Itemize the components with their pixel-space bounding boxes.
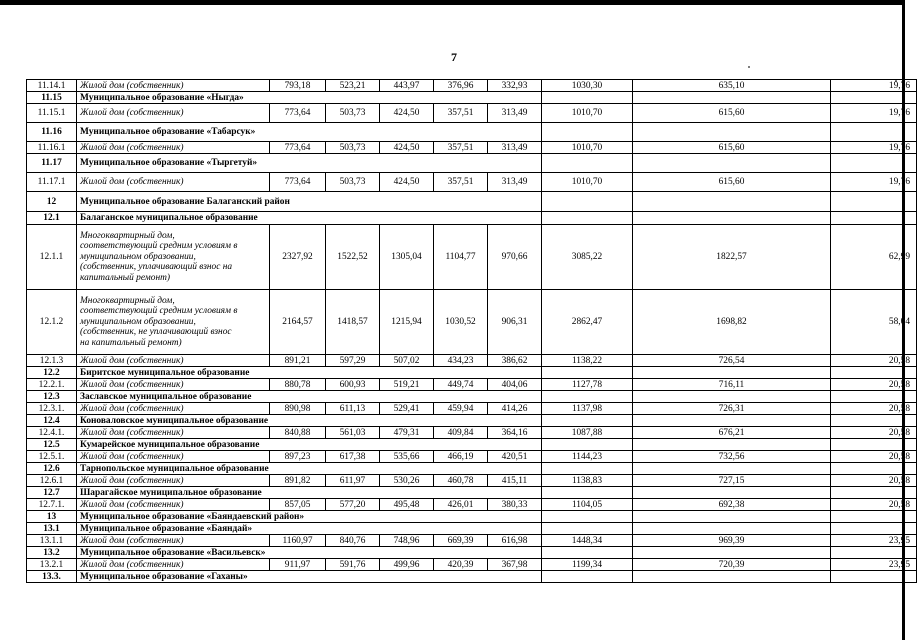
value-cell: 716,11 [633, 379, 831, 391]
table-row [27, 535, 917, 547]
empty-cell [633, 415, 831, 427]
empty-cell [542, 154, 633, 173]
empty-cell [542, 415, 633, 427]
value-cell: 906,31 [488, 290, 542, 355]
empty-cell [831, 511, 917, 523]
empty-cell [831, 547, 917, 559]
value-cell: 615,60 [633, 142, 831, 154]
value-cell: 2164,57 [270, 290, 326, 355]
empty-cell [542, 367, 633, 379]
empty-cell [831, 415, 917, 427]
value-cell: 720,39 [633, 559, 831, 571]
value-cell: 420,51 [488, 451, 542, 463]
value-cell: 20,58 [831, 475, 917, 487]
row-code: 13.1.1 [27, 535, 77, 547]
table-row [27, 475, 917, 487]
value-cell: 1138,22 [542, 355, 633, 367]
section-title: Биритское муниципальное образование [77, 367, 542, 379]
section-row [27, 463, 917, 475]
value-cell: 727,15 [633, 475, 831, 487]
value-cell: 2862,47 [542, 290, 633, 355]
section-title: Шарагайское муниципальное образование [77, 487, 542, 499]
value-cell: 424,50 [380, 142, 434, 154]
value-cell: 357,51 [434, 173, 488, 192]
value-cell: 424,50 [380, 173, 434, 192]
empty-cell [831, 92, 917, 104]
empty-cell [633, 463, 831, 475]
row-name-line: (собственник, уплачивающий взнос на [80, 262, 233, 273]
value-cell: 840,88 [270, 427, 326, 439]
value-cell: 434,23 [434, 355, 488, 367]
value-cell: 20,58 [831, 403, 917, 415]
row-name-line: на капитальный ремонт) [80, 337, 182, 348]
empty-cell [542, 511, 633, 523]
value-cell: 1698,82 [633, 290, 831, 355]
table-row [27, 379, 917, 391]
value-cell: 1030,52 [434, 290, 488, 355]
row-name: Жилой дом (собственник) [77, 104, 270, 123]
row-name: Жилой дом (собственник) [77, 535, 270, 547]
value-cell: 890,98 [270, 403, 326, 415]
value-cell: 409,84 [434, 427, 488, 439]
row-code: 12.3 [27, 391, 77, 403]
value-cell: 970,66 [488, 225, 542, 290]
table-row [27, 142, 917, 154]
scan-speck [748, 66, 750, 68]
value-cell: 495,48 [380, 499, 434, 511]
row-code: 12.1.3 [27, 355, 77, 367]
row-code: 12.5 [27, 439, 77, 451]
row-code: 12.1.1 [27, 225, 77, 290]
value-cell: 611,13 [326, 403, 380, 415]
tariff-table-body [27, 80, 917, 583]
row-name [77, 290, 270, 355]
empty-cell [542, 571, 633, 583]
value-cell: 420,39 [434, 559, 488, 571]
section-title: Муниципальное образование «Табарсук» [77, 123, 542, 142]
section-title: Кумарейское муниципальное образование [77, 439, 542, 451]
empty-cell [542, 439, 633, 451]
value-cell: 1030,30 [542, 80, 633, 92]
row-code: 12.6 [27, 463, 77, 475]
value-cell: 692,38 [633, 499, 831, 511]
row-code: 11.14.1 [27, 80, 77, 92]
row-code: 11.16 [27, 123, 77, 142]
value-cell: 529,41 [380, 403, 434, 415]
value-cell: 19,76 [831, 80, 917, 92]
row-name-line: Многоквартирный дом, [80, 230, 175, 241]
value-cell: 1822,57 [633, 225, 831, 290]
value-cell: 364,16 [488, 427, 542, 439]
value-cell: 459,94 [434, 403, 488, 415]
row-code: 11.15 [27, 92, 77, 104]
empty-cell [831, 192, 917, 212]
row-code: 12.2.1. [27, 379, 77, 391]
value-cell: 1199,34 [542, 559, 633, 571]
empty-cell [542, 212, 633, 225]
value-cell: 357,51 [434, 142, 488, 154]
value-cell: 1305,04 [380, 225, 434, 290]
empty-cell [831, 439, 917, 451]
section-row [27, 487, 917, 499]
row-code: 13.2 [27, 547, 77, 559]
value-cell: 3085,22 [542, 225, 633, 290]
scan-top-edge [0, 0, 905, 5]
section-title: Заславское муниципальное образование [77, 391, 542, 403]
row-code: 12.7.1. [27, 499, 77, 511]
value-cell: 891,21 [270, 355, 326, 367]
empty-cell [831, 571, 917, 583]
value-cell: 561,03 [326, 427, 380, 439]
empty-cell [542, 123, 633, 142]
value-cell: 535,66 [380, 451, 434, 463]
value-cell: 597,29 [326, 355, 380, 367]
empty-cell [633, 123, 831, 142]
row-code: 12.4 [27, 415, 77, 427]
row-name: Жилой дом (собственник) [77, 379, 270, 391]
row-name: Жилой дом (собственник) [77, 499, 270, 511]
empty-cell [633, 391, 831, 403]
row-code: 13.2.1 [27, 559, 77, 571]
value-cell: 1215,94 [380, 290, 434, 355]
row-code: 11.17 [27, 154, 77, 173]
value-cell: 313,49 [488, 104, 542, 123]
value-cell: 466,19 [434, 451, 488, 463]
value-cell: 20,58 [831, 427, 917, 439]
row-code: 12.2 [27, 367, 77, 379]
section-row [27, 547, 917, 559]
value-cell: 577,20 [326, 499, 380, 511]
row-name-line: соответствующий средним условиям в [80, 241, 238, 252]
row-name: Жилой дом (собственник) [77, 451, 270, 463]
value-cell: 386,62 [488, 355, 542, 367]
value-cell: 1138,83 [542, 475, 633, 487]
value-cell: 726,54 [633, 355, 831, 367]
value-cell: 616,98 [488, 535, 542, 547]
empty-cell [633, 547, 831, 559]
value-cell: 1104,05 [542, 499, 633, 511]
table-row [27, 173, 917, 192]
row-code: 11.16.1 [27, 142, 77, 154]
empty-cell [633, 154, 831, 173]
value-cell: 611,97 [326, 475, 380, 487]
section-row [27, 212, 917, 225]
value-cell: 23,95 [831, 535, 917, 547]
section-title: Балаганское муниципальное образование [77, 212, 542, 225]
value-cell: 20,58 [831, 451, 917, 463]
value-cell: 1522,52 [326, 225, 380, 290]
value-cell: 424,50 [380, 104, 434, 123]
row-name-line: (собственник, не уплачивающий взнос [80, 327, 232, 338]
empty-cell [542, 463, 633, 475]
value-cell: 19,76 [831, 173, 917, 192]
row-name-line: соответствующий средним условиям в [80, 306, 238, 317]
empty-cell [542, 547, 633, 559]
empty-cell [542, 523, 633, 535]
value-cell: 530,26 [380, 475, 434, 487]
value-cell: 840,76 [326, 535, 380, 547]
row-code: 12.1 [27, 212, 77, 225]
empty-cell [633, 212, 831, 225]
empty-cell [831, 463, 917, 475]
empty-cell [633, 523, 831, 535]
value-cell: 617,38 [326, 451, 380, 463]
value-cell: 479,31 [380, 427, 434, 439]
empty-cell [831, 391, 917, 403]
section-title: Коноваловское муниципальное образование [77, 415, 542, 427]
row-name [77, 225, 270, 290]
value-cell: 499,96 [380, 559, 434, 571]
value-cell: 600,93 [326, 379, 380, 391]
value-cell: 2327,92 [270, 225, 326, 290]
section-row [27, 415, 917, 427]
value-cell: 19,76 [831, 142, 917, 154]
value-cell: 880,78 [270, 379, 326, 391]
row-code: 13.3. [27, 571, 77, 583]
value-cell: 503,73 [326, 173, 380, 192]
section-row [27, 511, 917, 523]
row-code: 13 [27, 511, 77, 523]
section-row [27, 439, 917, 451]
value-cell: 426,01 [434, 499, 488, 511]
value-cell: 1137,98 [542, 403, 633, 415]
section-row [27, 391, 917, 403]
value-cell: 793,18 [270, 80, 326, 92]
row-code: 11.17.1 [27, 173, 77, 192]
row-name-line: муниципальном образовании, [80, 316, 196, 327]
value-cell: 911,97 [270, 559, 326, 571]
value-cell: 676,21 [633, 427, 831, 439]
section-title: Муниципальное образование Балаганский район [77, 192, 542, 212]
value-cell: 669,39 [434, 535, 488, 547]
value-cell: 523,21 [326, 80, 380, 92]
value-cell: 20,58 [831, 499, 917, 511]
empty-cell [633, 511, 831, 523]
value-cell: 635,10 [633, 80, 831, 92]
table-row [27, 355, 917, 367]
empty-cell [542, 192, 633, 212]
table-row [27, 290, 917, 355]
value-cell: 460,78 [434, 475, 488, 487]
value-cell: 367,98 [488, 559, 542, 571]
value-cell: 773,64 [270, 142, 326, 154]
empty-cell [633, 439, 831, 451]
value-cell: 380,33 [488, 499, 542, 511]
row-name: Жилой дом (собственник) [77, 559, 270, 571]
section-row [27, 192, 917, 212]
row-code: 12.1.2 [27, 290, 77, 355]
row-name: Жилой дом (собственник) [77, 173, 270, 192]
value-cell: 732,56 [633, 451, 831, 463]
empty-cell [542, 92, 633, 104]
value-cell: 519,21 [380, 379, 434, 391]
value-cell: 507,02 [380, 355, 434, 367]
value-cell: 357,51 [434, 104, 488, 123]
empty-cell [831, 367, 917, 379]
value-cell: 1448,34 [542, 535, 633, 547]
row-code: 13.1 [27, 523, 77, 535]
tariff-table [26, 79, 917, 583]
empty-cell [831, 154, 917, 173]
table-row [27, 559, 917, 571]
empty-cell [542, 487, 633, 499]
value-cell: 773,64 [270, 173, 326, 192]
empty-cell [633, 487, 831, 499]
row-name-line: капитальный ремонт) [80, 272, 171, 283]
row-name: Жилой дом (собственник) [77, 355, 270, 367]
row-name: Жилой дом (собственник) [77, 475, 270, 487]
value-cell: 20,58 [831, 355, 917, 367]
value-cell: 332,93 [488, 80, 542, 92]
value-cell: 503,73 [326, 142, 380, 154]
table-row [27, 403, 917, 415]
value-cell: 891,82 [270, 475, 326, 487]
table-row [27, 104, 917, 123]
value-cell: 857,05 [270, 499, 326, 511]
section-title: Муниципальное образование «Баяндаевский район» [77, 511, 542, 523]
section-title: Муниципальное образование «Васильевск» [77, 547, 542, 559]
value-cell: 591,76 [326, 559, 380, 571]
section-title: Муниципальное образование «Тыргетуй» [77, 154, 542, 173]
value-cell: 313,49 [488, 142, 542, 154]
empty-cell [633, 92, 831, 104]
value-cell: 20,58 [831, 379, 917, 391]
value-cell: 1144,23 [542, 451, 633, 463]
section-row [27, 92, 917, 104]
row-name-line: муниципальном образовании, [80, 251, 196, 262]
value-cell: 615,60 [633, 173, 831, 192]
section-row [27, 571, 917, 583]
value-cell: 62,99 [831, 225, 917, 290]
value-cell: 1087,88 [542, 427, 633, 439]
section-row [27, 123, 917, 142]
row-name: Жилой дом (собственник) [77, 403, 270, 415]
value-cell: 1127,78 [542, 379, 633, 391]
empty-cell [542, 391, 633, 403]
row-code: 11.15.1 [27, 104, 77, 123]
value-cell: 1418,57 [326, 290, 380, 355]
section-title: Муниципальное образование «Гаханы» [77, 571, 542, 583]
value-cell: 376,96 [434, 80, 488, 92]
empty-cell [831, 487, 917, 499]
value-cell: 414,26 [488, 403, 542, 415]
value-cell: 1160,97 [270, 535, 326, 547]
value-cell: 23,95 [831, 559, 917, 571]
value-cell: 726,31 [633, 403, 831, 415]
empty-cell [633, 571, 831, 583]
value-cell: 897,23 [270, 451, 326, 463]
row-code: 12.4.1. [27, 427, 77, 439]
row-code: 12.7 [27, 487, 77, 499]
section-row [27, 523, 917, 535]
value-cell: 19,76 [831, 104, 917, 123]
value-cell: 615,60 [633, 104, 831, 123]
table-row [27, 499, 917, 511]
value-cell: 58,04 [831, 290, 917, 355]
section-title: Муниципальное образование «Баяндай» [77, 523, 542, 535]
value-cell: 443,97 [380, 80, 434, 92]
table-row [27, 451, 917, 463]
value-cell: 1010,70 [542, 173, 633, 192]
empty-cell [831, 523, 917, 535]
value-cell: 404,06 [488, 379, 542, 391]
row-name: Жилой дом (собственник) [77, 142, 270, 154]
row-code: 12.5.1. [27, 451, 77, 463]
value-cell: 503,73 [326, 104, 380, 123]
section-row [27, 154, 917, 173]
row-name: Жилой дом (собственник) [77, 80, 270, 92]
value-cell: 1010,70 [542, 104, 633, 123]
value-cell: 415,11 [488, 475, 542, 487]
value-cell: 748,96 [380, 535, 434, 547]
value-cell: 773,64 [270, 104, 326, 123]
value-cell: 1010,70 [542, 142, 633, 154]
table-row [27, 427, 917, 439]
row-code: 12.3.1. [27, 403, 77, 415]
table-row [27, 80, 917, 92]
value-cell: 1104,77 [434, 225, 488, 290]
table-row [27, 225, 917, 290]
value-cell: 969,39 [633, 535, 831, 547]
empty-cell [831, 212, 917, 225]
row-code: 12.6.1 [27, 475, 77, 487]
empty-cell [831, 123, 917, 142]
value-cell: 313,49 [488, 173, 542, 192]
value-cell: 449,74 [434, 379, 488, 391]
section-row [27, 367, 917, 379]
empty-cell [633, 367, 831, 379]
section-title: Муниципальное образование «Ныгда» [77, 92, 542, 104]
row-name: Жилой дом (собственник) [77, 427, 270, 439]
section-title: Тарнопольское муниципальное образование [77, 463, 542, 475]
page-number: 7 [451, 50, 457, 64]
empty-cell [633, 192, 831, 212]
row-name-line: Многоквартирный дом, [80, 295, 175, 306]
row-code: 12 [27, 192, 77, 212]
